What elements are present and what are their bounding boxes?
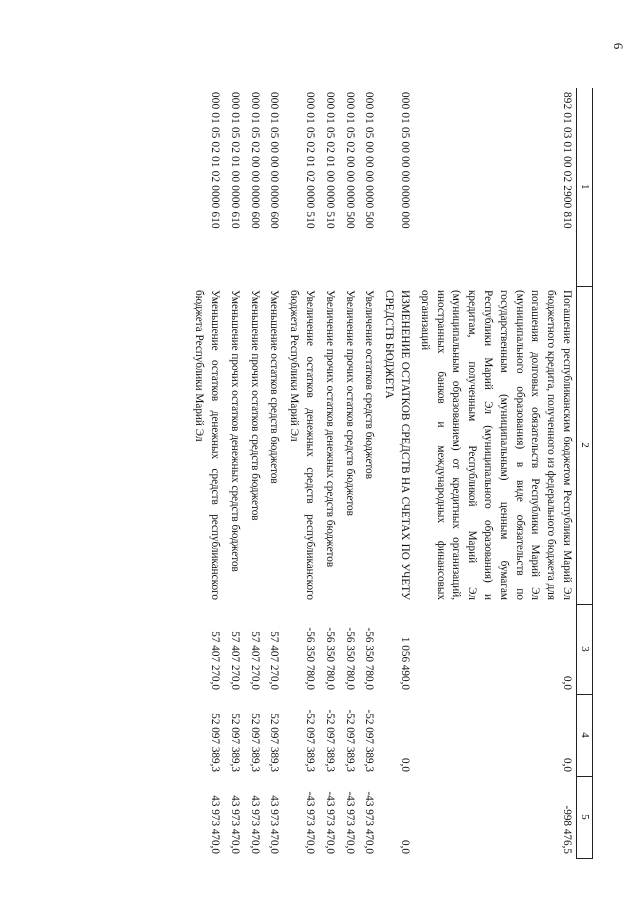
- page-number: 6: [611, 42, 626, 50]
- header-col-2: 2: [577, 286, 593, 604]
- header-col-3: 3: [577, 604, 593, 694]
- row-value-col4: 52 097 389,3: [228, 713, 241, 772]
- row-name: Увеличение остатков средств бюджетов: [363, 290, 376, 480]
- header-col-4: 4: [577, 694, 593, 776]
- table-row: [339, 88, 359, 858]
- row-value-col5: 0,0: [399, 840, 412, 854]
- row-value-col3: -56 350 780,0: [363, 627, 376, 690]
- row-value-col4: -52 097 389,3: [343, 709, 356, 772]
- budget-table: [188, 88, 593, 859]
- row-value-col4: 52 097 389,3: [268, 713, 281, 772]
- header-col-1: 1: [577, 88, 593, 286]
- table-row: [224, 88, 244, 858]
- row-value-col5: -43 973 470,0: [343, 791, 356, 854]
- row-value-col4: -52 097 389,3: [323, 709, 336, 772]
- row-value-col3: 57 407 270,0: [268, 631, 281, 690]
- row-name: Уменьшение прочих остатков средств бюджетов: [248, 290, 261, 521]
- table-row: [359, 88, 379, 858]
- row-value-col3: 0,0: [561, 676, 573, 690]
- row-value-col3: -56 350 780,0: [304, 627, 317, 690]
- rotated-table-container: [81, 88, 593, 858]
- table-row: [188, 88, 224, 858]
- row-value-col4: 0,0: [561, 758, 573, 772]
- row-value-col3: 57 407 270,0: [209, 631, 222, 690]
- row-value-col4: 0,0: [399, 758, 412, 772]
- row-value-col5: -998 476,5: [561, 805, 573, 854]
- table-row: [414, 88, 576, 858]
- table-row: [264, 88, 284, 858]
- header-col-5: 5: [577, 776, 593, 858]
- row-value-col5: -43 973 470,0: [304, 791, 317, 854]
- row-value-col3: 57 407 270,0: [228, 631, 241, 690]
- row-name: Уменьшение прочих остатков денежных средств бюджетов: [228, 290, 241, 572]
- table-row: [378, 88, 414, 858]
- row-code: 000 01 05 02 01 00 0000 610: [228, 92, 241, 229]
- row-value-col4: 52 097 389,3: [248, 713, 261, 772]
- row-code: 892 01 03 01 00 02 2900 810: [561, 92, 573, 229]
- row-name: Увеличение остатков денежных средств республиканского бюджета Республики Марий Эл: [288, 290, 317, 600]
- row-code: 000 01 05 02 01 00 0000 510: [323, 92, 336, 229]
- row-value-col4: -52 097 389,3: [304, 709, 317, 772]
- row-value-col5: 43 973 470,0: [268, 795, 281, 854]
- row-code: 000 01 05 02 01 02 0000 510: [304, 92, 317, 229]
- row-value-col3: 1 056 490,0: [399, 636, 412, 690]
- row-value-col4: 52 097 389,3: [209, 713, 222, 772]
- row-value-col5: -43 973 470,0: [363, 791, 376, 854]
- row-value-col5: 43 973 470,0: [228, 795, 241, 854]
- row-value-col3: -56 350 780,0: [323, 627, 336, 690]
- row-name: Увеличение прочих остатков средств бюджетов: [343, 290, 356, 516]
- row-value-col4: -52 097 389,3: [363, 709, 376, 772]
- row-code: 000 01 05 02 01 02 0000 610: [209, 92, 222, 229]
- row-code: 000 01 05 00 00 00 0000 600: [268, 92, 281, 229]
- table-row: [244, 88, 264, 858]
- row-name: Уменьшение остатков денежных средств республиканского бюджета Республики Марий Эл: [193, 290, 222, 600]
- row-value-col3: -56 350 780,0: [343, 627, 356, 690]
- row-code: 000 01 05 00 00 00 0000 500: [363, 92, 376, 229]
- row-code: 000 01 05 02 00 00 0000 500: [343, 92, 356, 229]
- row-value-col5: -43 973 470,0: [323, 791, 336, 854]
- row-code: 000 01 05 02 00 00 0000 600: [248, 92, 261, 229]
- row-name: Уменьшение остатков средств бюджетов: [268, 290, 281, 484]
- row-value-col3: 57 407 270,0: [248, 631, 261, 690]
- row-name: ИЗМЕНЕНИЕ ОСТАТКОВ СРЕДСТВ НА СЧЕТАХ ПО УЧЕТУ СРЕДСТВ БЮДЖЕТА: [383, 290, 412, 600]
- table-row: [319, 88, 339, 858]
- row-code: 000 01 05 00 00 00 0000 000: [399, 92, 412, 229]
- row-value-col5: 43 973 470,0: [209, 795, 222, 854]
- row-name: Погашение республиканским бюджетом Республики Марий Эл бюджетного кредита, полученного из федерального бюджета для погашения долговых обязательств Республики Марий Эл (муниципального образования) в виде обязательств по государственным (муниципальным) ценным бумагам Республики Марий Эл (муниципального образования) и кредитам, полученным Республикой Марий Эл (муниципальным образованием) от кредитных организаций, иностранных банков и международных финансовых организаций: [418, 290, 573, 600]
- table-row: [283, 88, 319, 858]
- table-header-row: [577, 88, 593, 858]
- row-name: Увеличение прочих остатков денежных средств бюджетов: [323, 290, 336, 568]
- row-value-col5: 43 973 470,0: [248, 795, 261, 854]
